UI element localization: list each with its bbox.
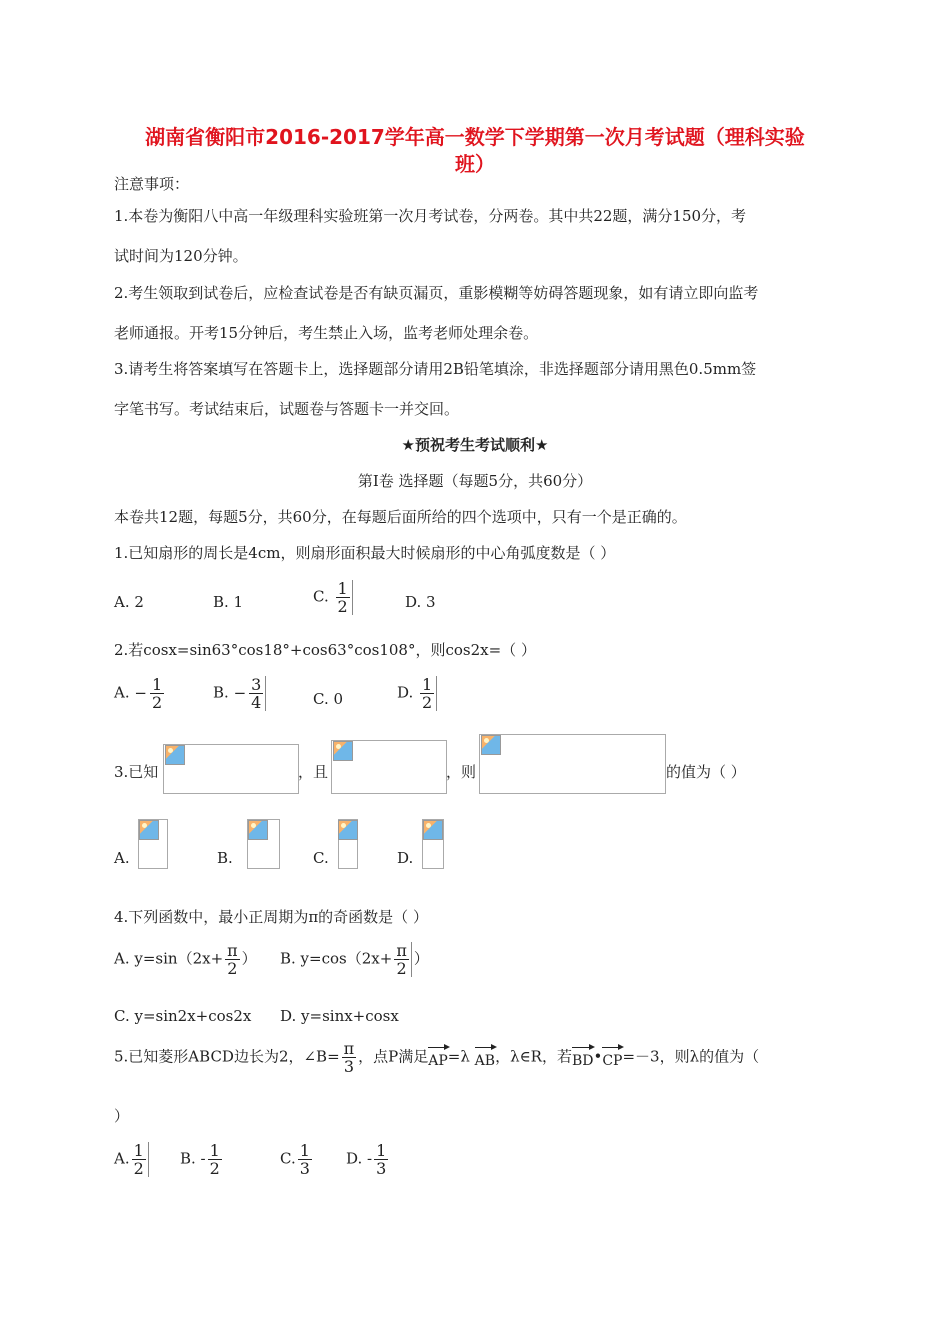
q2-option-c: C. 0 bbox=[313, 690, 344, 708]
question-3-part: 的值为（ ） bbox=[666, 763, 746, 781]
fraction: $\frac{\pi}{2}$ bbox=[394, 942, 412, 977]
broken-image-icon bbox=[423, 820, 443, 840]
fraction: $\frac{1}{2}$ bbox=[132, 1142, 149, 1177]
fraction: $\frac{1}{2}$ bbox=[151, 675, 163, 712]
note-line: 字笔书写。考试结束后，试题卷与答题卡一并交回。 bbox=[114, 400, 460, 418]
q5-option-a: A. $\frac{1}{2}$ bbox=[114, 1142, 151, 1177]
fraction: $\frac{1}{3}$ bbox=[376, 1141, 387, 1178]
q2-option-b: B. − $\frac{3}{4}$ bbox=[213, 676, 268, 711]
formula-image bbox=[479, 734, 666, 794]
q2-option-d: D. $\frac{1}{2}$ bbox=[397, 676, 439, 711]
section-intro: 本卷共12题，每题5分，共60分，在每题后面所给的四个选项中，只有一个是正确的。 bbox=[114, 508, 687, 526]
question-5-close: ） bbox=[114, 1107, 130, 1125]
q4-option-d: D. y=sinx+cosx bbox=[280, 1007, 399, 1025]
fraction: $\frac{1}{2}$ bbox=[336, 580, 353, 615]
fraction: $\frac{1}{2}$ bbox=[420, 676, 437, 711]
question-1-stem: 1.已知扇形的周长是4cm，则扇形面积最大时候扇形的中心角弧度数是（ ） bbox=[114, 544, 616, 562]
vector-cp: CP bbox=[602, 1045, 622, 1071]
q1-option-c: C. $\frac{1}{2}$ bbox=[313, 580, 355, 615]
q4-option-b: B. y=cos（2x+ $\frac{\pi}{2}$ ） bbox=[280, 941, 429, 978]
vector-ab: AB bbox=[475, 1045, 495, 1071]
question-3-part: ，则 bbox=[446, 763, 477, 781]
broken-image-icon bbox=[248, 820, 268, 840]
q2-option-a: A. − $\frac{1}{2}$ bbox=[114, 675, 163, 712]
q1-option-b: B. 1 bbox=[213, 593, 244, 611]
q5-option-d: D. - $\frac{1}{3}$ bbox=[346, 1141, 387, 1178]
broken-image-icon bbox=[333, 741, 353, 761]
q4-option-a: A. y=sin（2x+ $\frac{\pi}{2}$ ） bbox=[114, 941, 257, 978]
q3-option-a: A. bbox=[114, 849, 130, 867]
broken-image-icon bbox=[338, 820, 358, 840]
doc-title-line2: 班） bbox=[455, 152, 495, 176]
note-line: 试时间为120分钟。 bbox=[114, 247, 248, 265]
fraction: $\frac{\pi}{3}$ bbox=[343, 1039, 355, 1076]
question-3-part: ，且 bbox=[298, 763, 329, 781]
note-line: 3.请考生将答案填写在答题卡上，选择题部分请用2B铅笔填涂，非选择题部分请用黑色0.5mm签 bbox=[114, 360, 757, 378]
fraction: $\frac{1}{2}$ bbox=[209, 1141, 220, 1178]
q3-option-c: C. bbox=[313, 849, 329, 867]
note-line: 2.考生领取到试卷后，应检查试卷是否有缺页漏页，重影模糊等妨碍答题现象，如有请立即向监考 bbox=[114, 284, 759, 302]
note-line: 老师通报。开考15分钟后，考生禁止入场，监考老师处理余卷。 bbox=[114, 324, 539, 342]
q1-option-a: A. 2 bbox=[114, 593, 144, 611]
broken-image-icon bbox=[139, 820, 159, 840]
question-3-part: 3.已知 bbox=[114, 763, 159, 781]
q4-option-c: C. y=sin2x+cos2x bbox=[114, 1007, 252, 1025]
broken-image-icon bbox=[481, 735, 501, 755]
broken-image-icon bbox=[165, 745, 185, 765]
notes-heading: 注意事项： bbox=[114, 175, 190, 193]
doc-title-line1: 湖南省衡阳市2016-2017学年高一数学下学期第一次月考试题（理科实验 bbox=[145, 125, 805, 149]
fraction: $\frac{\pi}{2}$ bbox=[227, 941, 238, 978]
q3-option-d: D. bbox=[397, 849, 414, 867]
question-2-stem: 2.若cosx=sin63°cos18°+cos63°cos108°，则cos2x=（ ） bbox=[114, 641, 536, 659]
vector-bd: BD bbox=[572, 1045, 594, 1071]
q1-option-d: D. 3 bbox=[405, 593, 436, 611]
vector-ap: AP bbox=[428, 1045, 448, 1071]
q3-option-b: B. bbox=[217, 849, 233, 867]
section-title: 第Ⅰ卷 选择题（每题5分，共60分） bbox=[357, 472, 593, 490]
q5-option-c: C. $\frac{1}{3}$ bbox=[280, 1141, 310, 1178]
blessing-line: ★预祝考生考试顺利★ bbox=[401, 436, 549, 454]
question-5-stem: 5.已知菱形ABCD边长为2，∠B= $\frac{\pi}{3}$ ，点P满足AP=λ AB，λ∈R，若BD•CP=－3，则λ的值为（ bbox=[114, 1039, 760, 1076]
q5-option-b: B. - $\frac{1}{2}$ bbox=[180, 1141, 220, 1178]
note-line: 1.本卷为衡阳八中高一年级理科实验班第一次月考试卷，分两卷。其中共22题，满分150分，考 bbox=[114, 207, 747, 225]
question-4-stem: 4.下列函数中，最小正周期为π的奇函数是（ ） bbox=[114, 908, 428, 926]
fraction: $\frac{3}{4}$ bbox=[249, 676, 266, 711]
fraction: $\frac{1}{3}$ bbox=[299, 1141, 310, 1178]
